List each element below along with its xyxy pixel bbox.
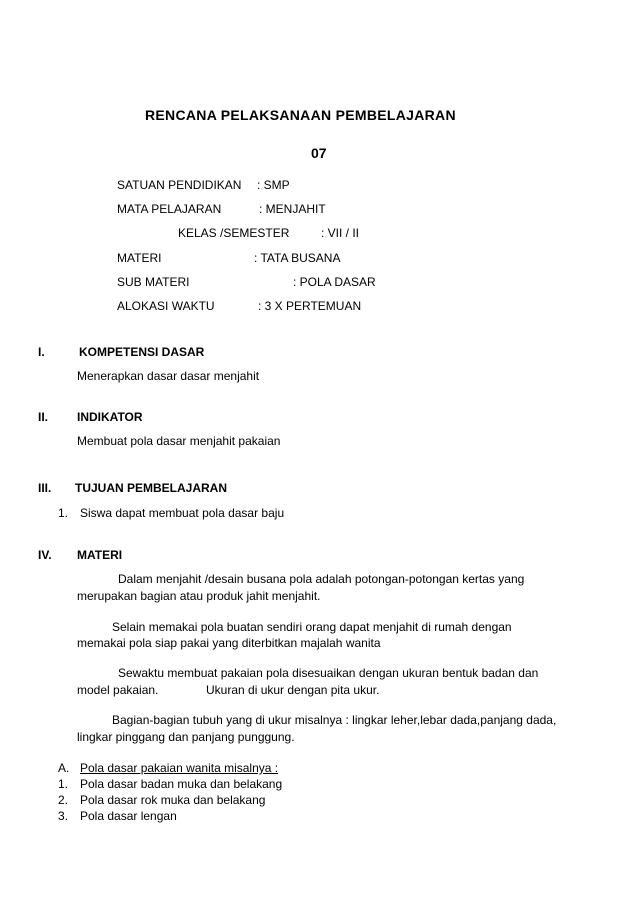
section-4-heading: MATERI xyxy=(77,548,123,562)
identity-materi-label: MATERI xyxy=(117,251,162,265)
section-3-item-number: 1. xyxy=(58,506,69,520)
list-a-heading: Pola dasar pakaian wanita misalnya : xyxy=(80,761,279,775)
section-2-text: Membuat pola dasar menjahit pakaian xyxy=(77,434,281,448)
identity-satuan-label: SATUAN PENDIDIKAN xyxy=(117,178,242,192)
materi-paragraph-1-line-2: merupakan bagian atau produk jahit menjahit. xyxy=(77,589,321,603)
list-item-number: 1. xyxy=(58,777,69,791)
list-a-number: A. xyxy=(58,761,70,775)
section-1-number: I. xyxy=(38,345,45,359)
materi-paragraph-4-line-1: Bagian-bagian tubuh yang di ukur misalnya : lingkar leher,lebar dada,panjang dada, xyxy=(112,713,557,727)
rpp-number: 07 xyxy=(311,145,327,161)
materi-paragraph-4-line-2: lingkar pinggang dan panjang punggung. xyxy=(77,730,295,744)
materi-paragraph-2-line-1: Selain memakai pola buatan sendiri orang dapat menjahit di rumah dengan xyxy=(112,620,512,634)
identity-satuan-value: : SMP xyxy=(257,178,290,192)
section-1-text: Menerapkan dasar dasar menjahit xyxy=(77,369,260,383)
list-item-text: Pola dasar badan muka dan belakang xyxy=(80,777,283,791)
identity-kelas-value: : VII / II xyxy=(321,226,360,240)
list-item-number: 3. xyxy=(58,809,69,823)
list-item-number: 2. xyxy=(58,793,69,807)
section-3-item-text: Siswa dapat membuat pola dasar baju xyxy=(80,506,285,520)
page-title: RENCANA PELAKSANAAN PEMBELAJARAN xyxy=(145,107,456,123)
section-2-number: II. xyxy=(38,410,49,424)
section-2-heading: INDIKATOR xyxy=(77,410,143,424)
list-item-text: Pola dasar lengan xyxy=(80,809,177,823)
identity-alokasi-value: : 3 X PERTEMUAN xyxy=(258,299,362,313)
identity-mapel-value: : MENJAHIT xyxy=(259,202,326,216)
identity-sub-label: SUB MATERI xyxy=(117,275,190,289)
list-item-text: Pola dasar rok muka dan belakang xyxy=(80,793,266,807)
section-1-heading: KOMPETENSI DASAR xyxy=(79,345,205,359)
materi-paragraph-1-line-1: Dalam menjahit /desain busana pola adalah potongan-potongan kertas yang xyxy=(118,572,525,586)
section-4-number: IV. xyxy=(38,548,52,562)
materi-paragraph-3-line-2a: model pakaian. xyxy=(77,683,159,697)
identity-mapel-label: MATA PELAJARAN xyxy=(117,202,222,216)
materi-paragraph-3-line-2b: Ukuran di ukur dengan pita ukur. xyxy=(206,683,380,697)
materi-paragraph-2-line-2: memakai pola siap pakai yang diterbitkan majalah wanita xyxy=(77,636,381,650)
section-3-number: III. xyxy=(38,481,52,495)
identity-alokasi-label: ALOKASI WAKTU xyxy=(117,299,215,313)
identity-sub-value: : POLA DASAR xyxy=(293,275,376,289)
identity-kelas-label: KELAS /SEMESTER xyxy=(178,226,290,240)
section-3-heading: TUJUAN PEMBELAJARAN xyxy=(75,481,228,495)
identity-materi-value: : TATA BUSANA xyxy=(254,251,341,265)
materi-paragraph-3-line-1: Sewaktu membuat pakaian pola disesuaikan dengan ukuran bentuk badan dan xyxy=(118,666,539,680)
